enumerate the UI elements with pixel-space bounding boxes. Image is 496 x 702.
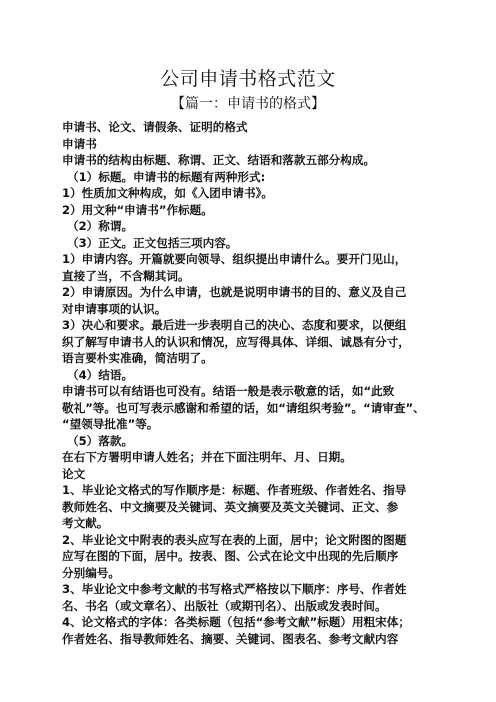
body-line: 4、论文格式的字体：各类标题（包括“参考文献”标题）用粗宋体；: [62, 615, 410, 629]
body-line: 教师姓名、中文摘要及关键词、英文摘要及英文关键词、正文、参: [62, 499, 399, 514]
document-body: [62, 119, 448, 647]
body-line: “望领导批准”等。: [62, 417, 159, 431]
body-line: 3）决心和要求。最后进一步表明自己的决心、态度和要求，以便组: [62, 318, 407, 332]
body-line: 论文: [62, 466, 86, 481]
body-line: （2）称谓。: [67, 219, 134, 233]
body-line: （3）正文。正文包括三项内容。: [67, 235, 238, 250]
document-subtitle: 【篇一：申请书的格式】: [171, 96, 325, 112]
body-line: 直接了当，不含糊其词。: [62, 268, 190, 283]
body-line: 2、毕业论文中附表的表头应写在表的上面，居中；论文附图的图题: [62, 532, 407, 547]
body-line: 敬礼”等。也可写表示感谢和希望的话，如“请组织考验”。“请审查”、: [62, 400, 425, 415]
body-line: 申请书、论文、请假条、证明的格式: [62, 120, 248, 134]
body-line: （4）结语。: [67, 367, 134, 382]
body-line: 对申请事项的认识。: [62, 301, 167, 316]
body-line: （1）标题。申请书的标题有两种形式:: [67, 169, 266, 184]
body-line: 2）用文种“申请书”作标题。: [62, 202, 213, 217]
document-title: 公司申请书格式范文: [160, 68, 336, 90]
body-line: 1）性质加文种构成，如《入团申请书》。: [62, 186, 273, 200]
body-line: 在右下方署明申请人姓名；并在下面注明年、月、日期。: [62, 450, 352, 464]
body-line: 1、毕业论文格式的写作顺序是：标题、作者班级、作者姓名、指导: [62, 483, 407, 497]
body-line: 考文献。: [62, 516, 109, 530]
body-line: 分别编号。: [62, 565, 120, 580]
body-line: 名、书名（或文章名）、出版社（或期刊名）、出版或发表时间。: [62, 598, 387, 613]
body-line: （5）落款。: [67, 433, 134, 448]
body-line: 申请书的结构由标题、称谓、正文、结语和落款五部分构成。: [62, 153, 376, 167]
body-line: 作者姓名、指导教师姓名、摘要、关键词、图表名、参考文献内容: [62, 631, 399, 646]
body-line: 申请书: [62, 136, 97, 151]
body-line: 应写在图的下面，居中。按表、图、公式在论文中出现的先后顺序: [62, 549, 399, 563]
body-line: 织了解写申请书人的认识和情况，应写得具体、详细、诚恳有分寸，: [62, 334, 410, 349]
body-line: 语言要朴实准确，简洁明了。: [62, 351, 213, 365]
body-line: 3、毕业论文中参考文献的书写格式严格按以下顺序：序号、作者姓: [62, 582, 407, 596]
body-line: 2）申请原因。为什么申请，也就是说明申请书的目的、意义及自己: [62, 285, 407, 299]
body-line: 1）申请内容。开篇就要向领导、组织提出申请什么。要开门见山，: [62, 252, 407, 266]
body-line: 申请书可以有结语也可没有。结语一般是表示敬意的话，如“此致: [62, 384, 395, 398]
